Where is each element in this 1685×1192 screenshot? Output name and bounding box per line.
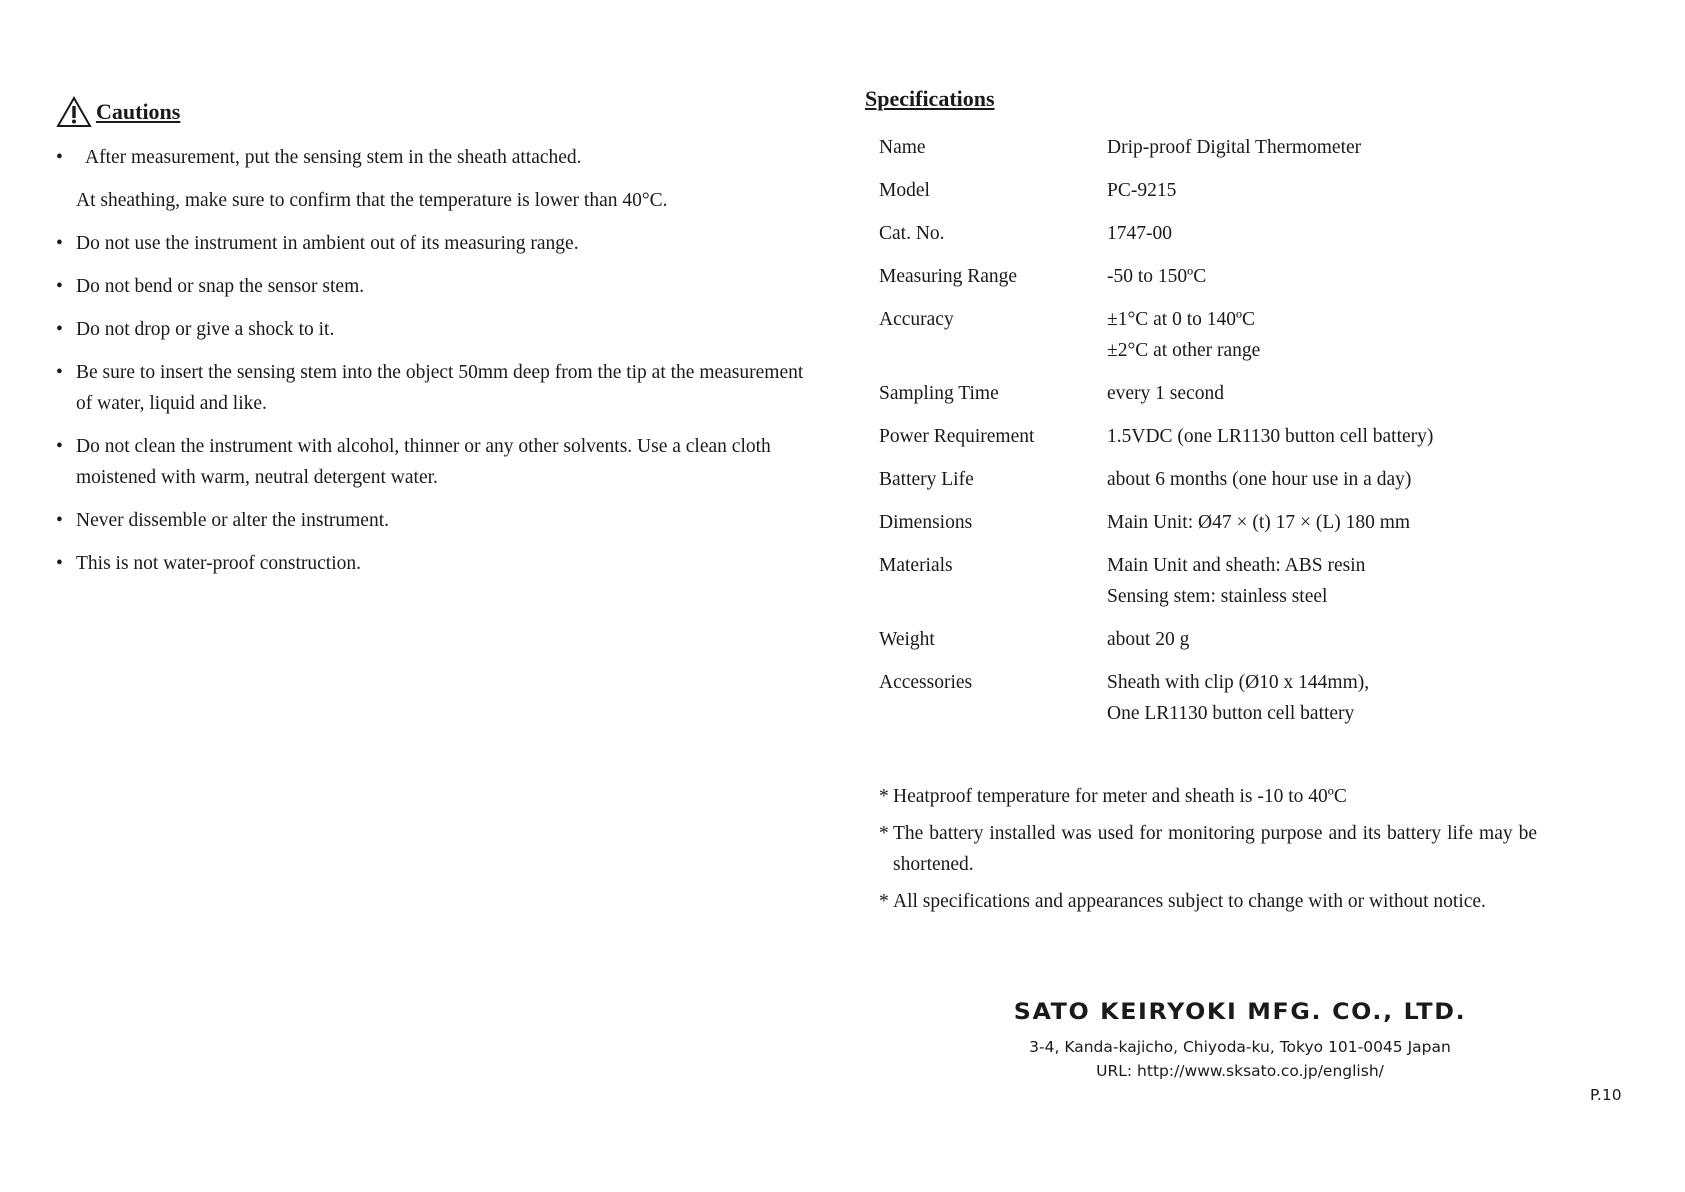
caution-item	[56, 271, 816, 302]
spec-label: Accuracy	[879, 309, 954, 330]
spec-value	[1107, 169, 1433, 212]
spec-value	[1107, 544, 1433, 618]
cautions-list	[56, 142, 816, 579]
spec-value-line: Main Unit and sheath: ABS resin	[1107, 555, 1366, 576]
spec-value-line: 1.5VDC (one LR1130 button cell battery)	[1107, 426, 1434, 447]
specification-notes	[865, 781, 1537, 917]
bullet-icon: •	[56, 147, 63, 168]
spec-value	[1107, 298, 1433, 372]
specifications-heading: Specifications	[865, 86, 995, 111]
caution-item	[56, 357, 816, 419]
specifications-section	[865, 86, 1545, 923]
cautions-heading	[56, 96, 816, 128]
spec-value	[1107, 458, 1433, 501]
spec-value-line: -50 to 150ºC	[1107, 266, 1207, 287]
spec-value	[1107, 212, 1433, 255]
spec-note	[879, 886, 1537, 917]
spec-value-line: One LR1130 button cell battery	[1107, 703, 1355, 724]
spec-label: Weight	[879, 629, 935, 650]
company-url: URL: http://www.sksato.co.jp/english/	[1096, 1062, 1384, 1080]
spec-value-line: ±2°C at other range	[1107, 340, 1261, 361]
bullet-icon: •	[56, 510, 63, 531]
caution-text: Do not clean the instrument with alcohol, thinner or any other solvents. Use a clean cloth moistened with warm, neutral detergent water.	[76, 436, 771, 488]
spec-value-line: Sensing stem: stainless steel	[1107, 586, 1328, 607]
spec-value	[1107, 126, 1433, 169]
caution-item	[56, 314, 816, 345]
asterisk-icon: *	[879, 823, 889, 844]
spec-note	[879, 781, 1537, 812]
page-number: P.10	[1590, 1086, 1622, 1104]
caution-item	[56, 431, 816, 493]
spec-value-line: every 1 second	[1107, 383, 1224, 404]
spec-value-line: about 6 months (one hour use in a day)	[1107, 469, 1412, 490]
spec-value	[1107, 618, 1433, 661]
caution-text: This is not water-proof construction.	[76, 553, 362, 574]
caution-item	[56, 548, 816, 579]
spec-row	[865, 126, 1433, 169]
asterisk-icon: *	[879, 786, 889, 807]
spec-row	[865, 169, 1433, 212]
caution-item	[56, 228, 816, 259]
spec-value-line: PC-9215	[1107, 180, 1177, 201]
caution-text: Be sure to insert the sensing stem into the object 50mm deep from the tip at the measurement of water, liquid and like.	[76, 362, 804, 414]
spec-row	[865, 501, 1433, 544]
spec-row	[865, 415, 1433, 458]
bullet-icon: •	[56, 319, 63, 340]
specifications-table	[865, 126, 1433, 735]
spec-label: Materials	[879, 555, 953, 576]
warning-icon	[56, 96, 92, 128]
spec-row	[865, 298, 1433, 372]
caution-text: Never dissemble or alter the instrument.	[76, 510, 389, 531]
company-block	[900, 1000, 1580, 1083]
spec-value-line: ±1°C at 0 to 140ºC	[1107, 309, 1256, 330]
spec-note-text: The battery installed was used for monitoring purpose and its battery life may be shortened.	[893, 823, 1537, 875]
caution-item	[56, 505, 816, 536]
caution-text: Do not use the instrument in ambient out of its measuring range.	[76, 233, 579, 254]
spec-row	[865, 372, 1433, 415]
spec-note	[879, 818, 1537, 880]
bullet-icon: •	[56, 233, 63, 254]
spec-value	[1107, 661, 1433, 735]
spec-value	[1107, 415, 1433, 458]
spec-label: Battery Life	[879, 469, 974, 490]
spec-row	[865, 618, 1433, 661]
bullet-icon: •	[56, 436, 63, 457]
company-name: SATO KEIRYOKI MFG. CO., LTD.	[1013, 1000, 1467, 1025]
spec-value-line: 1747-00	[1107, 223, 1172, 244]
spec-label: Dimensions	[879, 512, 973, 533]
spec-value	[1107, 372, 1433, 415]
company-address: 3-4, Kanda-kajicho, Chiyoda-ku, Tokyo 101-0045 Japan	[1029, 1038, 1451, 1056]
spec-label: Model	[879, 180, 930, 201]
cautions-title: Cautions	[96, 99, 181, 124]
spec-label: Power Requirement	[879, 426, 1035, 447]
spec-value-line: about 20 g	[1107, 629, 1190, 650]
spec-value-line: Sheath with clip (Ø10 x 144mm),	[1107, 672, 1370, 693]
caution-item	[56, 142, 816, 216]
spec-row	[865, 255, 1433, 298]
spec-note-text: All specifications and appearances subject to change with or without notice.	[893, 891, 1486, 912]
spec-value	[1107, 501, 1433, 544]
bullet-icon: •	[56, 553, 63, 574]
caution-text: Do not bend or snap the sensor stem.	[76, 276, 365, 297]
spec-row	[865, 212, 1433, 255]
bullet-icon: •	[56, 362, 63, 383]
spec-label: Measuring Range	[879, 266, 1018, 287]
spec-note-text: Heatproof temperature for meter and sheath is -10 to 40ºC	[893, 786, 1347, 807]
spec-value-line: Main Unit: Ø47 × (t) 17 × (L) 180 mm	[1107, 512, 1411, 533]
cautions-section	[56, 96, 816, 591]
bullet-icon: •	[56, 276, 63, 297]
asterisk-icon: *	[879, 891, 889, 912]
spec-value	[1107, 255, 1433, 298]
spec-row	[865, 544, 1433, 618]
caution-subtext: At sheathing, make sure to confirm that the temperature is lower than 40°C.	[76, 190, 668, 211]
spec-row	[865, 661, 1433, 735]
caution-text: Do not drop or give a shock to it.	[76, 319, 335, 340]
spec-label: Sampling Time	[879, 383, 999, 404]
spec-row	[865, 458, 1433, 501]
spec-label: Name	[879, 137, 926, 158]
spec-value-line: Drip-proof Digital Thermometer	[1107, 137, 1362, 158]
spec-label: Accessories	[879, 672, 973, 693]
spec-label: Cat. No.	[879, 223, 945, 244]
caution-text: After measurement, put the sensing stem in the sheath attached.	[85, 147, 582, 168]
